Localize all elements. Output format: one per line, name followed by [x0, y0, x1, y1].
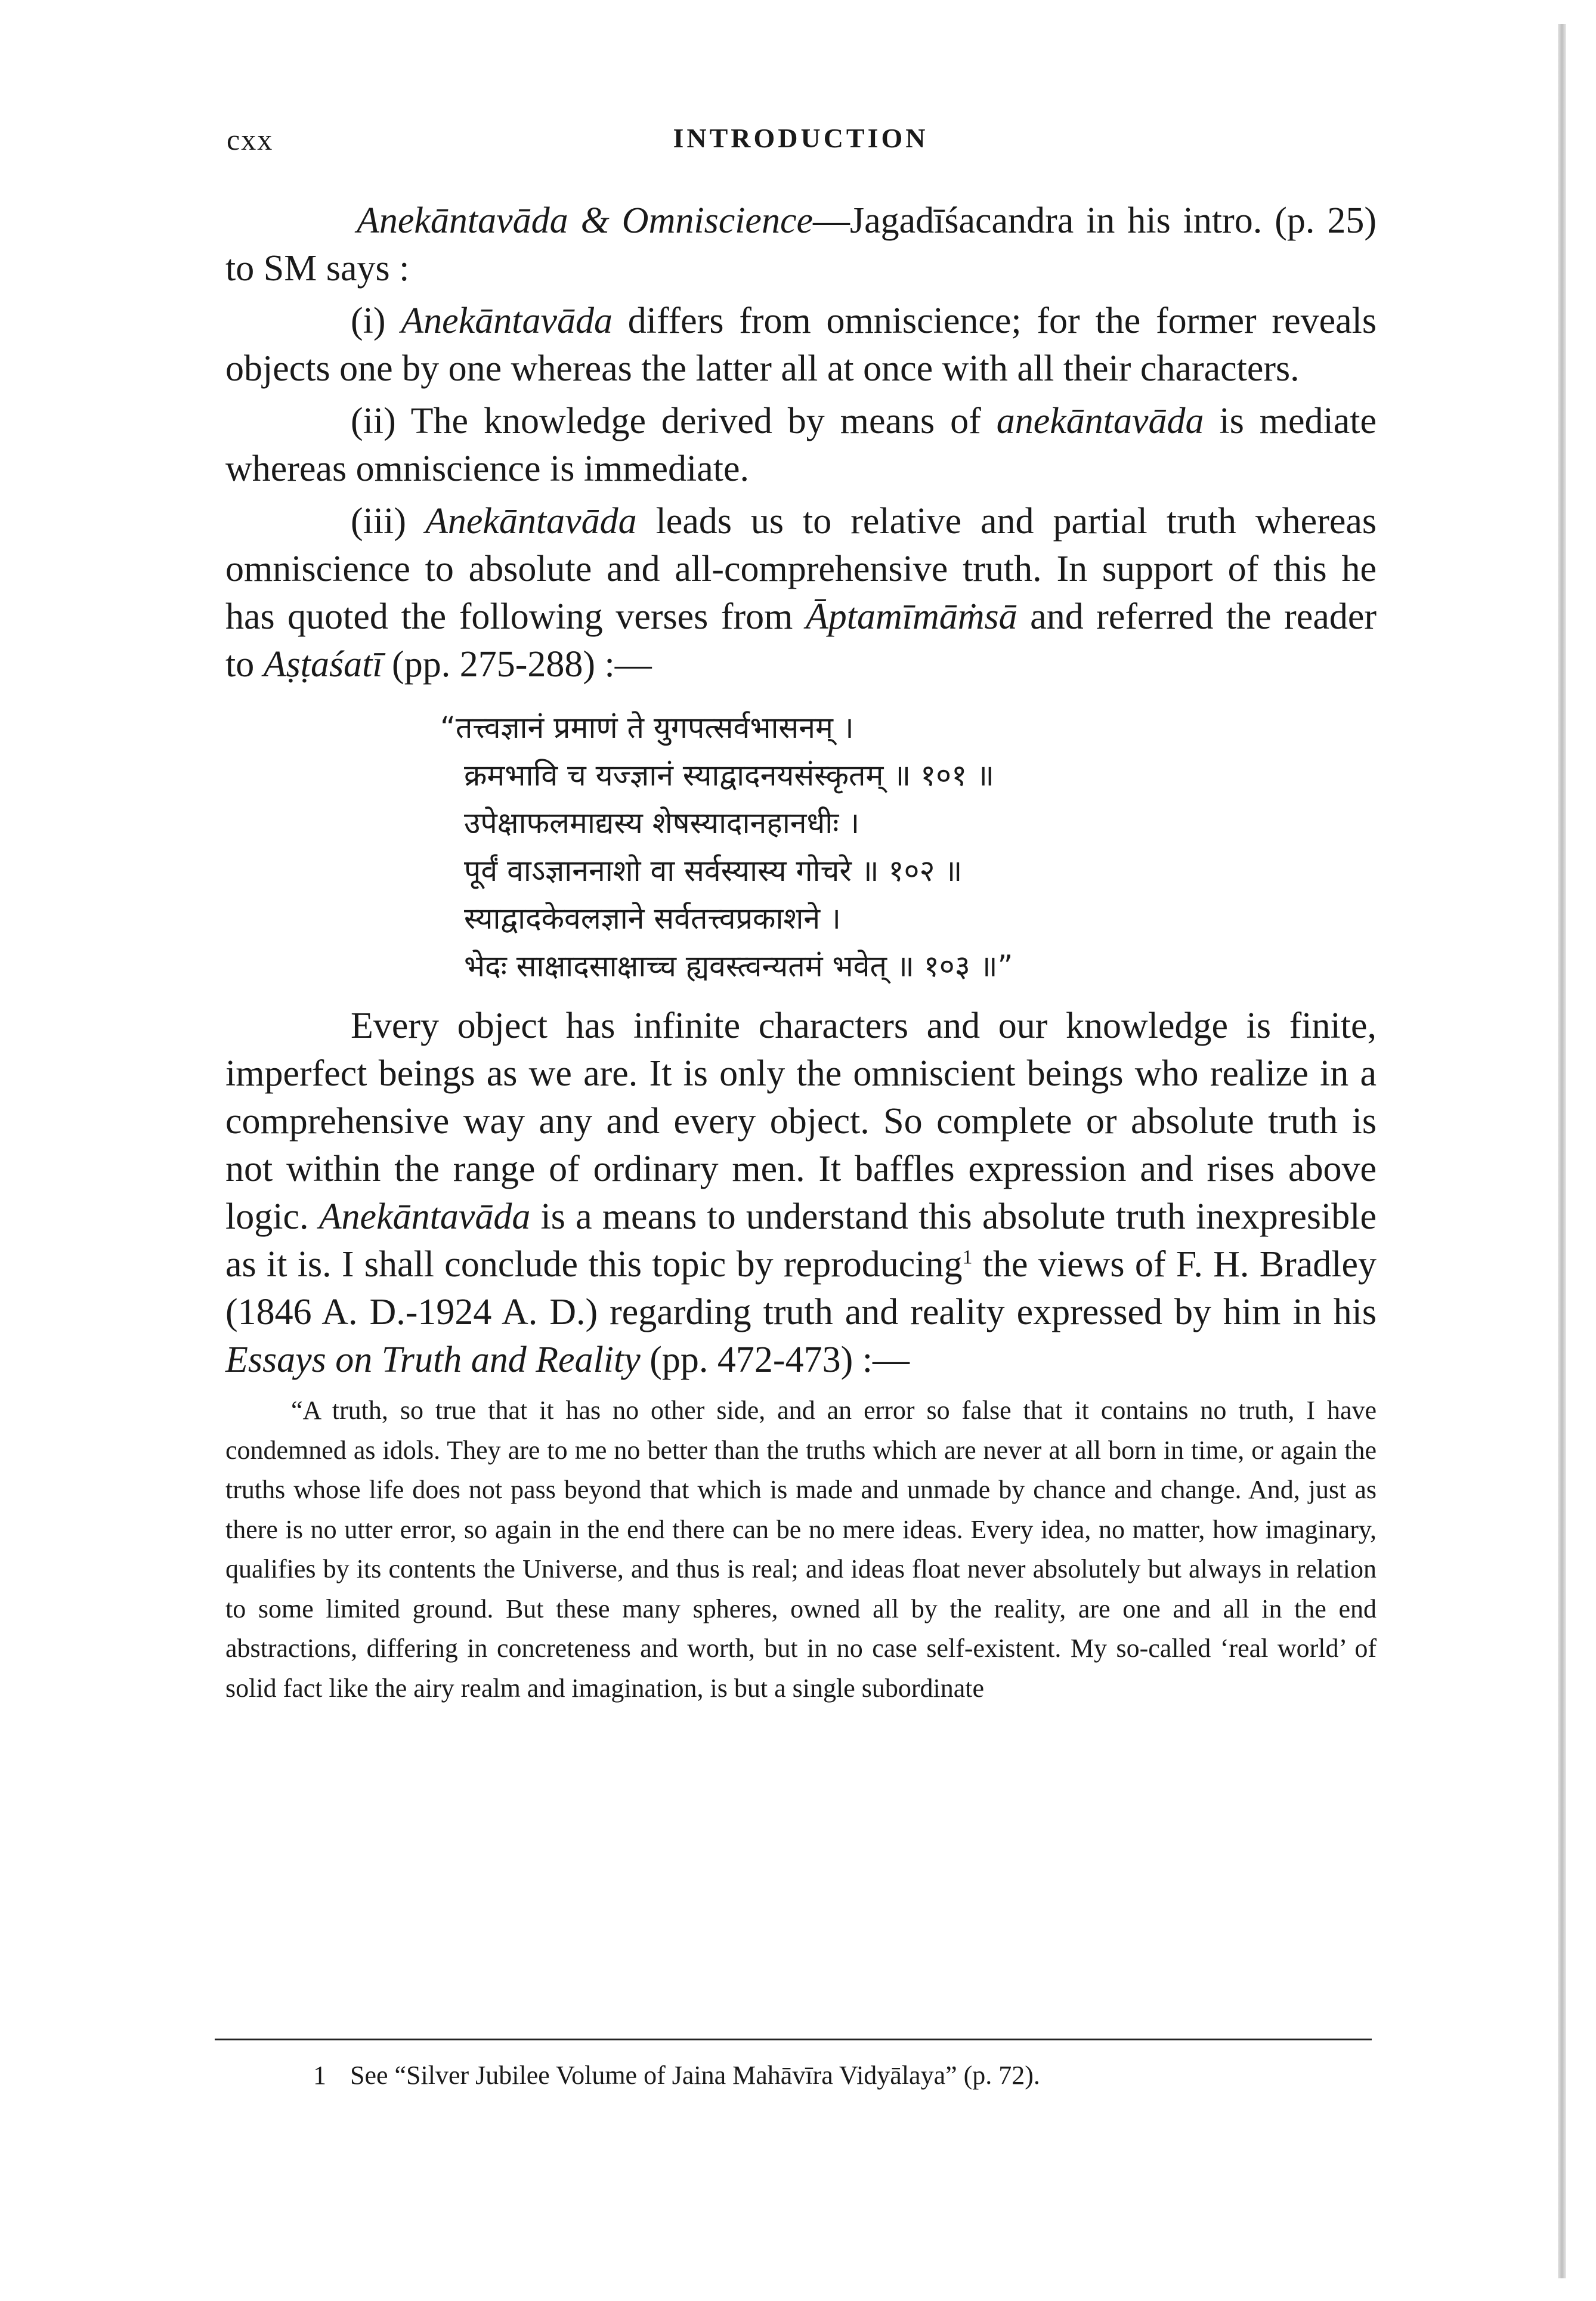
point-text: leads us to relative and partial truth whereas omniscience to absolute and all-comprehensive truth. In support of this he has quoted the following verses from	[225, 501, 1377, 637]
section-heading: Anekāntavāda & Omniscience	[357, 200, 813, 241]
point-text: differs from omniscience; for the former reveals objects one by one whereas the latter all at once with all their characters.	[225, 301, 1377, 389]
running-title: INTRODUCTION	[673, 123, 929, 153]
body-text	[225, 197, 1377, 1708]
page-number: cxx	[227, 123, 274, 156]
point-text: and referred the reader to	[225, 596, 1377, 685]
footnote-text: See “Silver Jubilee Volume of Jaina Mahāvīra Vidyālaya” (p. 72).	[350, 2061, 1040, 2090]
point-term: Anekāntavāda	[425, 501, 637, 542]
work-title: Āptamīmāṁsā	[805, 596, 1017, 637]
page-header	[227, 122, 1375, 170]
point-text: The knowledge derived by means of	[410, 401, 981, 441]
point-term: Anekāntavāda	[401, 301, 613, 341]
main-text: is a means to understand this absolute truth inexpresible as it is. I shall conclude this topic by reproducing	[225, 1196, 1377, 1285]
sanskrit-verses	[225, 704, 1377, 990]
page-edge-shadow	[1558, 24, 1566, 2278]
point-2	[225, 397, 1377, 493]
verse-line: “तत्त्वज्ञानं प्रमाणं ते युगपत्सर्वभासनम् ।	[440, 710, 854, 745]
point-term: anekāntavāda	[996, 401, 1204, 441]
point-text: is mediate whereas omniscience is immediate.	[225, 401, 1377, 489]
verse-line: भेदः साक्षादसाक्षाच्च ह्यवस्त्वन्यतमं भवेत् ॥ १०३ ॥”	[464, 949, 1013, 984]
main-text: (pp. 472-473) :—	[649, 1340, 910, 1380]
main-text: Every object has infinite characters and our knowledge is finite, imperfect beings as we are. It is only the omniscient beings who realize in a comprehensive way any and every object. So complete or absolute truth is not within the range of ordinary men. It baffles expression and rises above logic.	[225, 1006, 1377, 1237]
point-label: (i)	[351, 301, 386, 341]
intro-paragraph	[225, 197, 1377, 292]
main-paragraph	[225, 1002, 1377, 1384]
point-label: (iii)	[351, 501, 406, 542]
verse-line: क्रमभावि च यज्ज्ञानं स्याद्वादनयसंस्कृतम् ॥ १०१ ॥	[464, 758, 994, 793]
work-title: Essays on Truth and Reality	[225, 1340, 641, 1380]
point-1	[225, 297, 1377, 392]
work-title: Aṣṭaśatī	[263, 644, 383, 685]
bradley-quote: “A truth, so true that it has no other side, and an error so false that it contains no truth, I have condemned as idols. They are to me no better than the truths which are never at all born in time, or again the truths whose life does not pass beyond that which is made and unmade by chance and change. And, just as there is no utter error, so again in the end there can be no mere ideas. Every idea, no matter, how imaginary, qualifies by its contents the Universe, and thus is real; and ideas float never absolutely but always in relation to some limited ground. But these many spheres, owned all by the reality, are one and all in the end abstractions, differing in concreteness and worth, but in no case self-existent. My so-called ‘real world’ of solid fact like the airy realm and imagination, is but a single subordinate	[225, 1396, 1377, 1703]
intro-text: —Jagadīśacandra in his intro. (p. 25) to SM says :	[225, 200, 1377, 289]
main-text: the views of F. H. Bradley (1846 A. D.-1924 A. D.) regarding truth and reality expressed by him in his	[225, 1244, 1377, 1332]
point-3	[225, 497, 1377, 688]
main-term: Anekāntavāda	[318, 1196, 531, 1237]
verse-line: स्याद्वादकेवलज्ञाने सर्वतत्त्वप्रकाशने ।	[464, 901, 841, 936]
verse-line: उपेक्षाफलमाद्यस्य शेषस्यादानहानधीः ।	[464, 806, 860, 840]
point-text: (pp. 275-288) :—	[392, 644, 652, 685]
footnote	[313, 2058, 1040, 2093]
footnote-reference: 1	[962, 1246, 973, 1269]
footnote-marker: 1	[313, 2061, 326, 2090]
point-label: (ii)	[351, 401, 396, 441]
footnote-rule	[215, 2039, 1372, 2040]
verse-line: पूर्वं वाऽज्ञाननाशो वा सर्वस्यास्य गोचरे ॥ १०२ ॥	[464, 853, 963, 888]
